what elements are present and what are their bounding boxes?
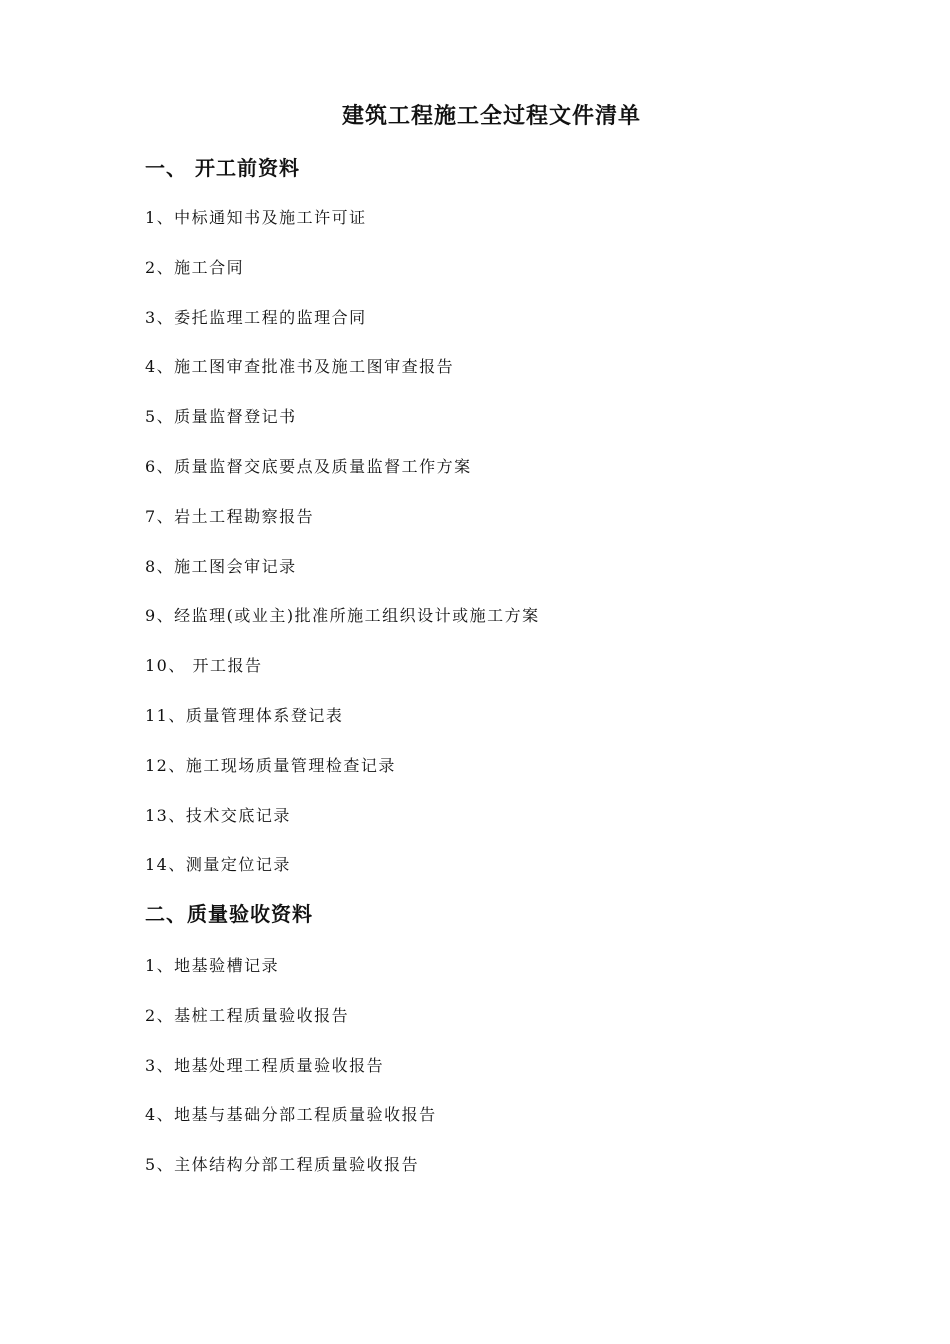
list-item: 1、中标通知书及施工许可证 (145, 208, 367, 227)
list-item: 3、委托监理工程的监理合同 (145, 307, 367, 327)
document-list (145, 207, 845, 876)
list-item: 12、施工现场质量管理检查记录 (145, 755, 396, 775)
list-item: 7、岩土工程勘察报告 (145, 506, 315, 526)
list-item: 4、施工图审查批准书及施工图审查报告 (145, 357, 455, 377)
list-item: 1、地基验槽记录 (145, 956, 280, 975)
list-item: 4、地基与基础分部工程质量验收报告 (145, 1105, 437, 1125)
list-item: 6、质量监督交底要点及质量监督工作方案 (145, 456, 472, 476)
list-item: 2、基桩工程质量验收报告 (145, 1005, 350, 1025)
list-item: 3、地基处理工程质量验收报告 (145, 1055, 385, 1075)
section-quality-acceptance (145, 900, 845, 1176)
section-heading: 二、质量验收资料 (145, 902, 313, 926)
list-item: 11、质量管理体系登记表 (145, 705, 344, 725)
list-item: 2、施工合同 (145, 257, 245, 277)
list-item: 8、施工图会审记录 (145, 556, 297, 576)
list-item: 14、测量定位记录 (145, 855, 291, 875)
section-heading: 一、 开工前资料 (145, 156, 300, 180)
list-item: 10、 开工报告 (145, 656, 263, 676)
list-item: 5、质量监督登记书 (145, 407, 297, 427)
document-title: 建筑工程施工全过程文件清单 (341, 103, 641, 129)
document-list (145, 955, 845, 1176)
list-item: 9、经监理(或业主)批准所施工组织设计或施工方案 (145, 606, 540, 626)
list-item: 5、主体结构分部工程质量验收报告 (145, 1155, 420, 1175)
list-item: 13、技术交底记录 (145, 805, 291, 825)
section-pre-construction (145, 154, 845, 876)
